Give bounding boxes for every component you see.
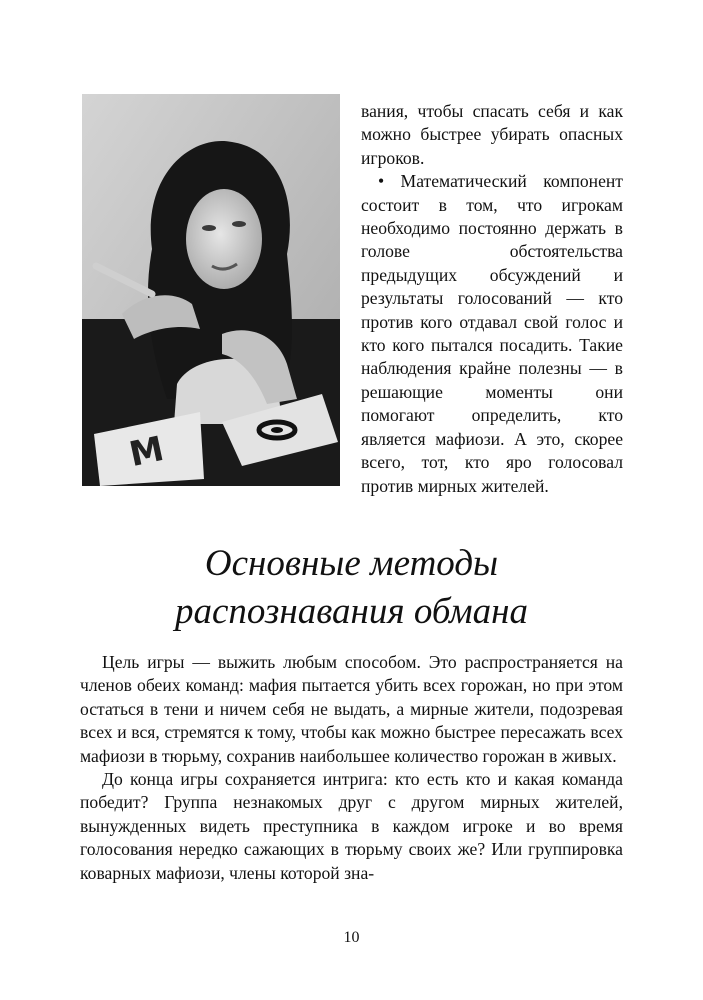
svg-text:M: M [125, 428, 168, 476]
body-paragraph-1: Цель игры — выжить любым способом. Это распространяется на членов обеих команд: мафия пытается убить всех горожан, но при этом остаться в тени и ничем себя не выдать, а мирные жители, подозревая всех и вся, стремятся к тому, чтобы как можно быстрее пересажать всех мафиози в тюрьму, сохранив наибольшее количество горожан в живых. [80, 652, 623, 766]
side-paragraph-1: вания, чтобы спасать себя и как можно быстрее убирать опасных игроков. [361, 101, 623, 168]
side-paragraph-2: • Математический компонент состоит в том, что игрокам необходимо постоянно держать в голове обстоятельства предыдущих обсуждений и результаты голосований — кто против кого отдавал свой голос и кто кого пытался посадить. Такие наблюдения крайне полезны — в решающие моменты они помогают определить, кто является мафиози. А это, скорее всего, тот, кто яро голосовал против мирных жителей. [361, 171, 623, 496]
body-paragraph-2: До конца игры сохраняется интрига: кто есть кто и какая команда победит? Группа незнакомых друг с другом мирных жителей, вынужденных видеть преступника в каждом игроке и во время голосования нередко сажающих в тюрьму своих же? Или группировка коварных мафиози, члены которой зна- [80, 769, 623, 883]
section-heading-line-1: Основные методы [204, 543, 499, 584]
photo-woman-with-cards [82, 94, 340, 486]
photo-woman-with-cards-icon [82, 94, 340, 486]
page-number: 10 [343, 929, 360, 946]
body-text [80, 651, 623, 885]
side-column-text [361, 100, 623, 498]
section-heading [0, 540, 703, 636]
section-heading-line-2: распознавания обмана [174, 591, 529, 632]
